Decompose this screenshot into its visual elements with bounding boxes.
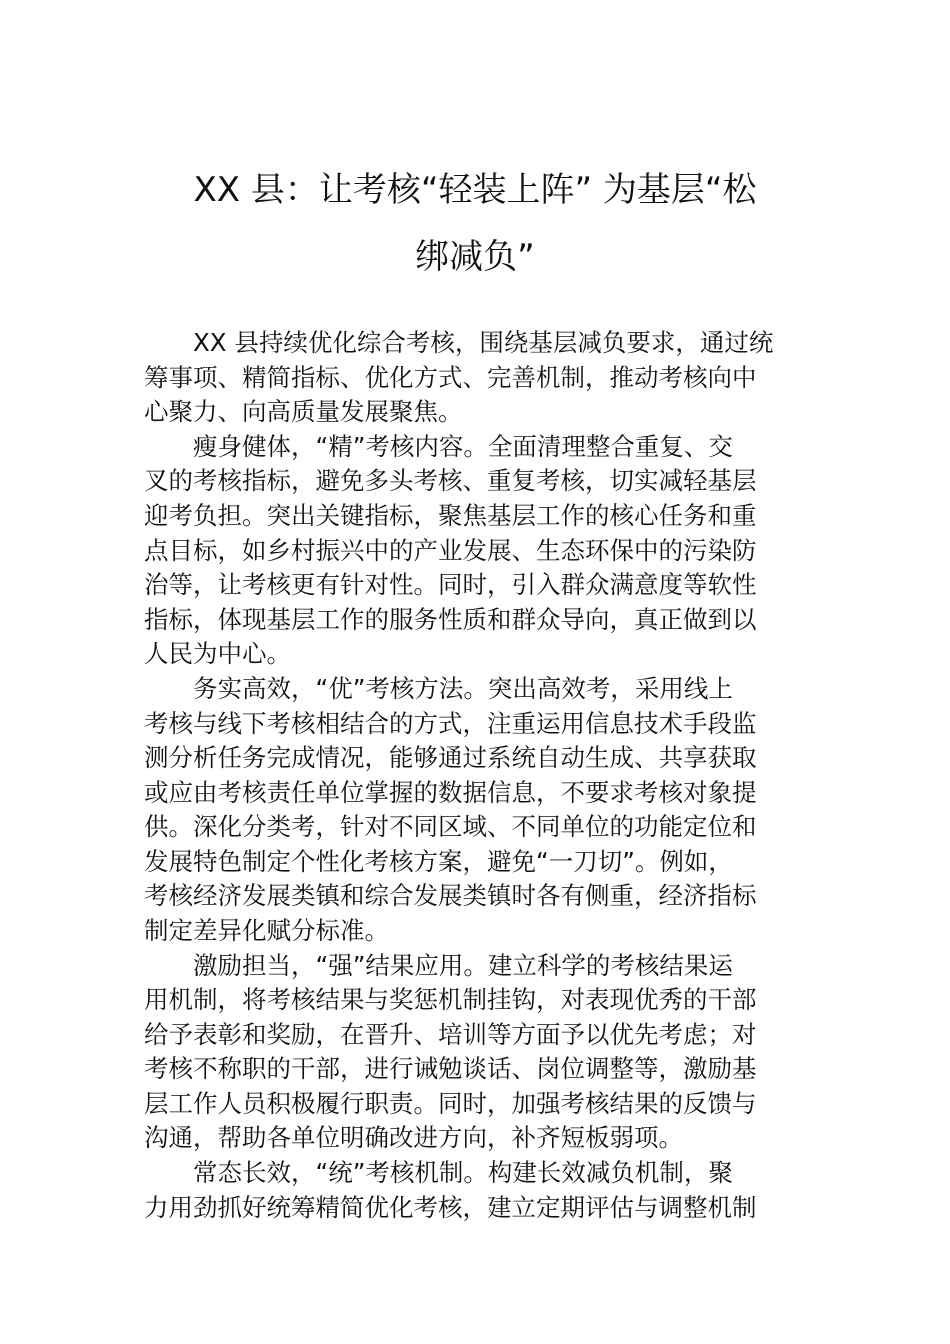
paragraph-1-line: 筹事项、精简指标、优化方式、完善机制，推动考核向中 xyxy=(144,363,757,392)
paragraph-2-line: 点目标，如乡村振兴中的产业发展、生态环保中的污染防 xyxy=(144,536,757,565)
document-title-line-1: XX 县：让考核“轻装上阵” 为基层“松 xyxy=(193,170,757,210)
paragraph-3-line: 或应由考核责任单位掌握的数据信息，不要求考核对象提 xyxy=(144,778,757,807)
paragraph-3-line: 发展特色制定个性化考核方案，避免“一刀切”。例如， xyxy=(144,847,733,876)
document-title-line-2: 绑减负” xyxy=(415,237,535,277)
paragraph-4-line: 激励担当，“强”结果应用。建立科学的考核结果运 xyxy=(193,951,733,980)
paragraph-5-line: 常态长效，“统”考核机制。构建长效减负机制，聚 xyxy=(193,1158,733,1187)
paragraph-3-line: 制定差异化赋分标准。 xyxy=(144,916,389,945)
paragraph-2-line: 指标，体现基层工作的服务性质和群众导向，真正做到以 xyxy=(144,605,757,634)
paragraph-5-line: 力用劲抓好统筹精简优化考核，建立定期评估与调整机制 xyxy=(144,1193,757,1222)
paragraph-1-line: XX 县持续优化综合考核，围绕基层减负要求，通过统 xyxy=(193,328,774,357)
paragraph-3-line: 考核与线下考核相结合的方式，注重运用信息技术手段监 xyxy=(144,709,757,738)
paragraph-4-line: 用机制，将考核结果与奖惩机制挂钩，对表现优秀的干部 xyxy=(144,985,757,1014)
paragraph-3-line: 供。深化分类考，针对不同区域、不同单位的功能定位和 xyxy=(144,812,757,841)
paragraph-3-line: 考核经济发展类镇和综合发展类镇时各有侧重，经济指标 xyxy=(144,881,757,910)
paragraph-4-line: 层工作人员积极履行职责。同时，加强考核结果的反馈与 xyxy=(144,1089,757,1118)
paragraph-4-line: 考核不称职的干部，进行诫勉谈话、岗位调整等，激励基 xyxy=(144,1054,757,1083)
paragraph-1-line: 心聚力、向高质量发展聚焦。 xyxy=(144,397,463,426)
paragraph-2-line: 瘦身健体，“精”考核内容。全面清理整合重复、交 xyxy=(193,432,733,461)
paragraph-4-line: 给予表彰和奖励，在晋升、培训等方面予以优先考虑；对 xyxy=(144,1020,757,1049)
paragraph-3-line: 务实高效，“优”考核方法。突出高效考，采用线上 xyxy=(193,674,733,703)
paragraph-2-line: 人民为中心。 xyxy=(144,639,291,668)
paragraph-3-line: 测分析任务完成情况，能够通过系统自动生成、共享获取 xyxy=(144,743,757,772)
paragraph-2-line: 叉的考核指标，避免多头考核、重复考核，切实减轻基层 xyxy=(144,466,757,495)
paragraph-2-line: 治等，让考核更有针对性。同时，引入群众满意度等软性 xyxy=(144,570,757,599)
paragraph-4-line: 沟通，帮助各单位明确改进方向，补齐短板弱项。 xyxy=(144,1123,683,1152)
paragraph-2-line: 迎考负担。突出关键指标，聚焦基层工作的核心任务和重 xyxy=(144,501,757,530)
